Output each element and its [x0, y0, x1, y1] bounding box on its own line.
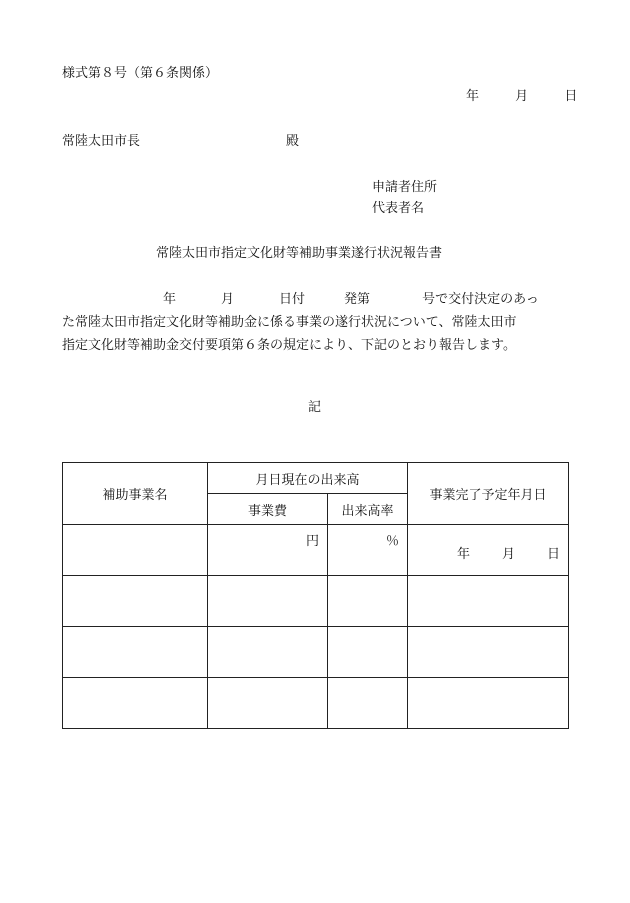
- applicant-representative-label: 代表者名: [372, 201, 425, 216]
- cell-completion-date[interactable]: [408, 627, 569, 678]
- ki-marker: 記: [308, 400, 322, 415]
- cell-completion-date[interactable]: [408, 678, 569, 729]
- cell-rate[interactable]: [328, 525, 408, 576]
- date-year: 年: [466, 89, 480, 104]
- body-line-3: 指定文化財等補助金交付要項第６条の規定により、下記のとおり報告します。: [62, 338, 516, 353]
- body-line-1-rest: 号で交付決定のあっ: [422, 292, 539, 307]
- body-paragraph: [62, 288, 582, 357]
- document-title: 常陸太田市指定文化財等補助事業遂行状況報告書: [156, 246, 443, 261]
- cell-cost[interactable]: [208, 678, 328, 729]
- table-row: [63, 678, 569, 729]
- header-progress-group: 月日現在の出来高: [208, 463, 408, 494]
- body-year: 年: [163, 292, 177, 307]
- date-month: 月: [515, 89, 529, 104]
- completion-month: 月: [501, 547, 515, 562]
- completion-date-labels: [457, 543, 560, 562]
- body-month: 月: [221, 292, 235, 307]
- header-project-name: 補助事業名: [63, 463, 208, 525]
- cell-completion-date[interactable]: [408, 576, 569, 627]
- header-completion-date: 事業完了予定年月日: [408, 463, 569, 525]
- addressee-honorific: 殿: [286, 134, 300, 149]
- cell-cost[interactable]: [208, 627, 328, 678]
- cell-cost[interactable]: [208, 576, 328, 627]
- completion-day: 日: [547, 547, 561, 562]
- body-dated: 日付: [279, 292, 306, 307]
- cell-rate[interactable]: [328, 627, 408, 678]
- body-line-2: た常陸太田市指定文化財等補助金に係る事業の遂行状況について、常陸太田市: [62, 315, 517, 330]
- body-line-1: [62, 288, 582, 311]
- table-row: [63, 627, 569, 678]
- cell-completion-date[interactable]: [408, 525, 569, 576]
- cell-rate[interactable]: [328, 678, 408, 729]
- cell-project-name[interactable]: [63, 678, 208, 729]
- completion-year: 年: [456, 547, 470, 562]
- header-rate: 出来高率: [328, 494, 408, 525]
- unit-yen: 円: [305, 534, 319, 549]
- cell-project-name[interactable]: [63, 576, 208, 627]
- cell-cost[interactable]: [208, 525, 328, 576]
- cell-project-name[interactable]: [63, 525, 208, 576]
- cell-project-name[interactable]: [63, 627, 208, 678]
- table-header-row: [63, 463, 569, 494]
- form-number: 様式第８号（第６条関係）: [62, 66, 219, 81]
- date-day: 日: [564, 89, 578, 104]
- header-cost: 事業費: [208, 494, 328, 525]
- progress-table: [62, 462, 569, 729]
- addressee-name: 常陸太田市長: [62, 134, 141, 149]
- table-row: [63, 576, 569, 627]
- applicant-address-label: 申請者住所: [372, 180, 438, 195]
- unit-percent: ％: [386, 534, 400, 549]
- submission-date: [466, 89, 577, 105]
- table-row: [63, 525, 569, 576]
- body-issued-no: 発第: [344, 292, 371, 307]
- cell-rate[interactable]: [328, 576, 408, 627]
